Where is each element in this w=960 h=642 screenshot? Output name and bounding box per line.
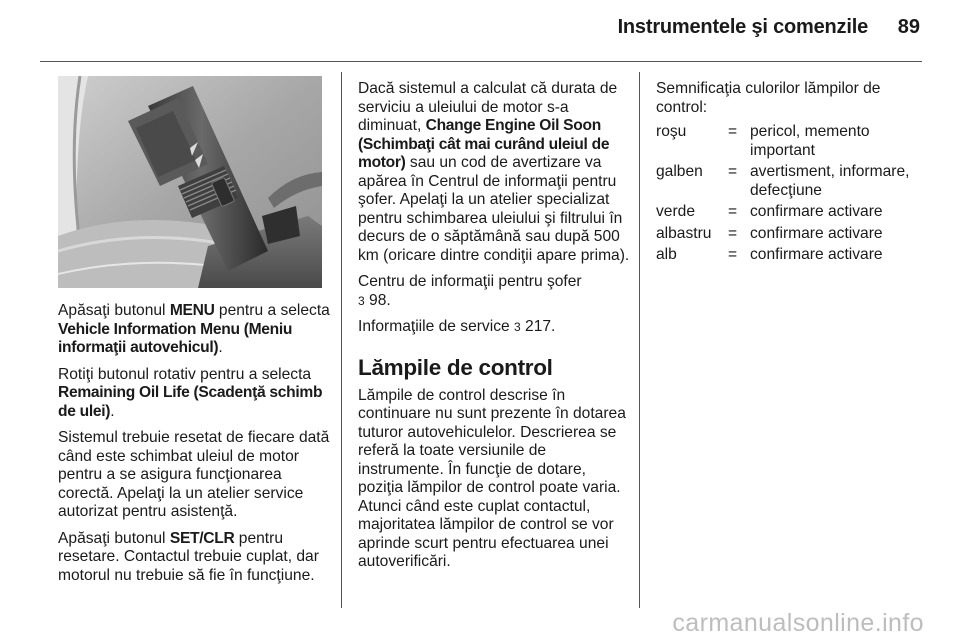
reference-page: 217.: [520, 318, 556, 335]
table-row: [656, 203, 926, 225]
color-meaning: avertisment, informare, defecţiune: [750, 163, 910, 199]
menu-name: Vehicle Information Menu (Meniu informaţii autovehicul): [58, 320, 293, 356]
text: Apăsaţi butonul: [58, 302, 170, 319]
equals-sign: =: [728, 163, 738, 180]
equals-sign: =: [728, 203, 738, 220]
section-heading: Lămpile de control: [358, 354, 553, 380]
color-name: galben: [656, 163, 703, 180]
paragraph-control-lamps: Lămpile de control descrise în continuare nu sunt prezente în dotarea tuturor autovehiculelor. Descrierea se referă la toate versiunile de instrumente. În funcţie de dotare, poziţia lămpilor de control poate varia. Atunci când este cuplat contactul, majoritatea lămpilor de control se vor aprinde scurt pentru efectuarea unei autoverificări.: [358, 386, 626, 570]
text: Informaţiile de service: [358, 318, 514, 335]
text: Centru de informaţii pentru şofer: [358, 273, 582, 290]
paragraph-oil-warning: [358, 80, 630, 265]
text: Rotiţi butonul rotativ pentru a selecta: [58, 365, 312, 383]
page-number: 89: [897, 16, 920, 38]
table-row: [656, 123, 926, 163]
text: sau un cod de avertizare va apărea în Centrul de informaţii pentru şofer. Apelaţi la un atelier specializat pentru schimbarea uleiului şi filtrului în decurs de o săptămână sau după 500 km (oricare dintre condiţii apare prima).: [358, 154, 630, 264]
menu-button-label: MENU: [169, 302, 215, 319]
column-divider-2: [639, 72, 640, 608]
set-clr-button-label: SET/CLR: [169, 529, 235, 547]
paragraph-rotate: [58, 366, 330, 422]
color-meaning: pericol, memento important: [750, 123, 870, 159]
paragraph-reset-info: Sistemul trebuie resetat de fiecare dată când este schimbat uleiul de motor pentru a se asigura funcţionarea corectă. Apelaţi la un atelier service autorizat pentru asistenţă.: [58, 429, 330, 520]
color-name: roşu: [656, 123, 687, 140]
color-meaning: confirmare activare: [750, 203, 883, 220]
cross-reference-dic: [358, 273, 630, 310]
column-divider-1: [341, 72, 342, 608]
text: Dacă sistemul a calculat că durata de serviciu a uleiului de motor s-a diminuat,: [358, 80, 618, 134]
table-row: [656, 246, 926, 268]
watermark: carmanualsonline.info: [672, 609, 924, 637]
stalk-illustration: [58, 76, 322, 288]
equals-sign: =: [728, 246, 738, 263]
paragraph-menu: [58, 302, 330, 358]
text: .: [110, 402, 115, 420]
color-meaning-table: [656, 123, 926, 268]
text: pentru resetare. Contactul trebuie cuplat, dar motorul nu trebuie să fie în funcţiune.: [58, 529, 319, 584]
equals-sign: =: [728, 224, 738, 242]
section-title: Instrumentele şi comenzile: [617, 16, 868, 38]
paragraph-reset: [58, 530, 330, 586]
color-name: alb: [656, 246, 677, 263]
table-row: [656, 225, 926, 247]
right-column: [656, 80, 926, 268]
text: .: [218, 339, 223, 356]
text: Apăsaţi butonul: [58, 529, 170, 547]
color-name: albastru: [656, 224, 712, 242]
menu-item-name: Remaining Oil Life (Scadenţă schimb de ulei): [58, 384, 323, 420]
color-intro: Semnificaţia culorilor lămpilor de control:: [656, 80, 881, 116]
reference-arrow-icon: 3: [514, 320, 521, 334]
left-column: [58, 302, 330, 593]
reference-page: 98.: [364, 291, 391, 309]
text: pentru a selecta: [214, 302, 330, 319]
header-rule: [40, 61, 922, 62]
cross-reference-service: [358, 318, 630, 337]
color-meaning: confirmare activare: [750, 224, 883, 242]
table-row: [656, 163, 926, 203]
middle-column: [358, 80, 630, 580]
reference-arrow-icon: 3: [358, 293, 365, 308]
color-meaning: confirmare activare: [750, 246, 883, 263]
equals-sign: =: [728, 123, 738, 140]
color-name: verde: [656, 203, 696, 220]
warning-message: Change Engine Oil Soon (Schimbaţi cât mai curând uleiul de motor): [358, 117, 610, 171]
